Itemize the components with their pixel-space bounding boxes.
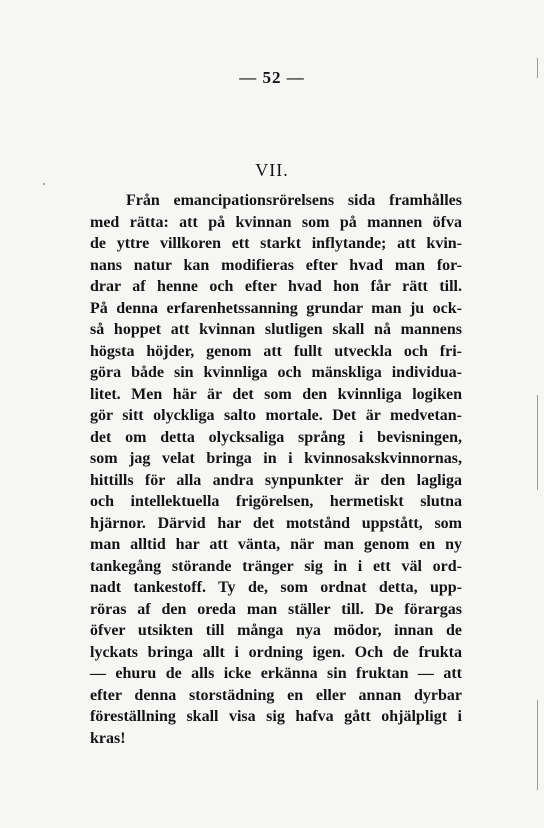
chapter-heading: VII. [255,160,289,180]
page-number: — 52 — [239,68,305,87]
text-line: göra både sin kvinnliga och mänskliga individua- [90,364,462,381]
text-line: de yttre villkoren ett starkt inflytande; att kvin- [90,235,462,252]
text-line: högsta höjder, genom att fullt utveckla och fri- [90,342,462,360]
body-text [90,190,462,749]
text-line: röras af den oreda man ställer till. De förargas [90,600,462,618]
text-line: lyckats bringa allt i ordning igen. Och de frukta [90,643,462,661]
text-line: gör sitt olyckliga salto mortale. Det är medvetan- [90,407,462,424]
text-line: nans natur kan modifieras efter hvad man for- [90,256,462,274]
page-edge-mark [537,395,538,490]
page-edge-mark [537,700,538,790]
text-line: kras! [90,729,126,747]
text-line: Från emancipationsrörelsens sida framhålles [126,192,462,209]
text-line: drar af henne och efter hvad hon får rätt till. [90,278,462,295]
text-line: öfver utsikten till många nya mödor, innan de [90,622,462,639]
text-line: hittills för alla andra synpunkter är den lagliga [90,471,462,489]
text-line: tankegång störande tränger sig in i ett väl ord- [90,557,462,575]
text-line: hjärnor. Därvid har det motstånd uppstått, som [90,514,462,532]
text-line: man alltid har att vänta, när man genom en ny [90,536,462,553]
paper-speck [43,183,45,185]
text-line: som jag velat bringa in i kvinnosakskvinnornas, [90,450,462,467]
text-line: med rätta: att på kvinnan som på mannen öfva [90,213,462,231]
text-line: litet. Men här är det som den kvinnliga logiken [90,385,462,403]
text-line: och intellektuella frigörelsen, hermetiskt slutna [90,493,462,510]
text-line: nadt tankestoff. Ty de, som ordnat detta, upp- [90,579,462,596]
text-line: det om detta olycksaliga språng i bevisningen, [90,428,462,446]
text-line: På denna erfarenhetssanning grundar man ju ock- [90,299,462,317]
text-line: — ehuru de alls icke erkänna sin fruktan — att [90,665,462,682]
text-line: föreställning skall visa sig hafva gått ohjälpligt i [90,708,462,725]
text-line: så hoppet att kvinnan slutligen skall nå mannens [90,321,462,338]
text-line: efter denna storstädning en eller annan dyrbar [90,686,462,704]
